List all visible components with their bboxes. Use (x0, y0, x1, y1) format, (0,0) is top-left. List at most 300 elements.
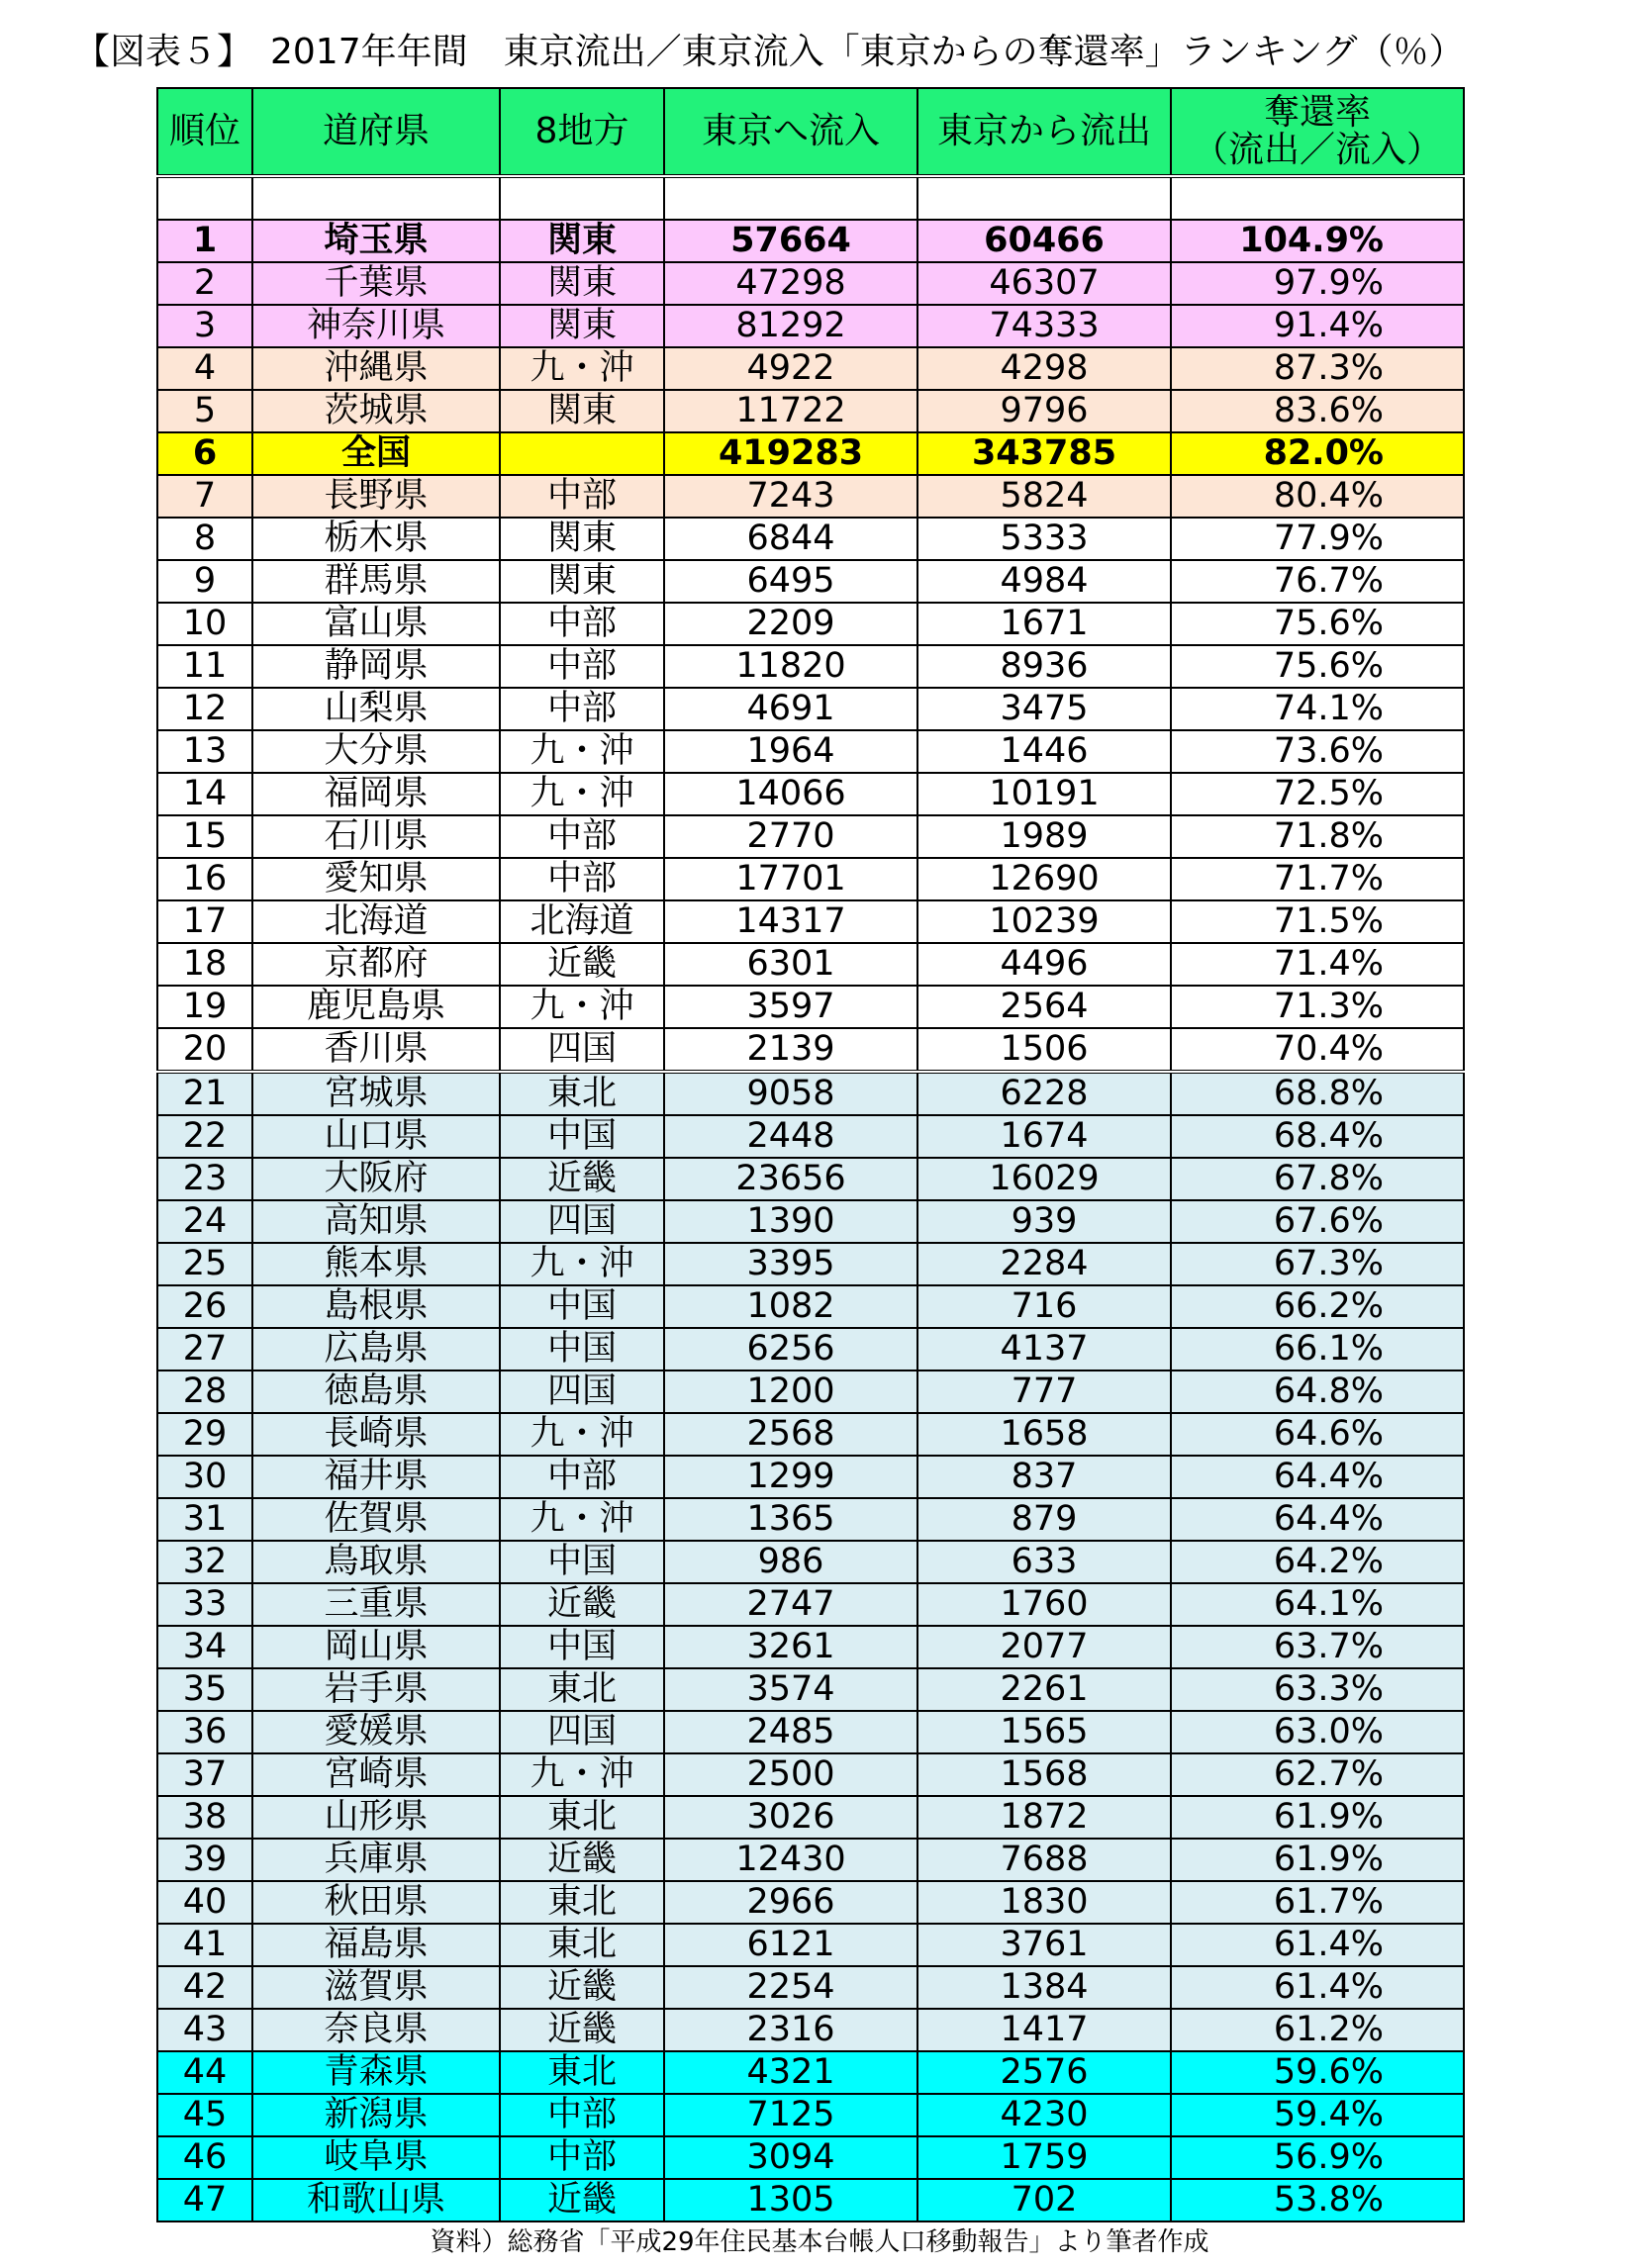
ratio-cell: 71.5% (1171, 900, 1464, 943)
table-row (157, 1541, 1464, 1583)
rank-cell: 8 (157, 518, 252, 560)
ratio-cell: 64.1% (1171, 1583, 1464, 1626)
region-cell: 九・沖 (500, 1413, 664, 1456)
prefecture-cell: 北海道 (252, 900, 500, 943)
prefecture-cell: 広島県 (252, 1328, 500, 1370)
prefecture-cell: 佐賀県 (252, 1498, 500, 1541)
inflow-cell: 23656 (664, 1158, 917, 1200)
inflow-cell: 1082 (664, 1285, 917, 1328)
inflow-cell: 2316 (664, 2009, 917, 2051)
inflow-cell: 6121 (664, 1924, 917, 1966)
inflow-cell: 17701 (664, 858, 917, 900)
ratio-cell: 59.4% (1171, 2094, 1464, 2136)
ratio-cell: 76.7% (1171, 560, 1464, 603)
prefecture-cell: 静岡県 (252, 645, 500, 688)
region-cell: 中国 (500, 1541, 664, 1583)
region-cell: 中部 (500, 858, 664, 900)
rank-cell: 26 (157, 1285, 252, 1328)
outflow-cell: 60466 (917, 220, 1171, 262)
region-cell: 北海道 (500, 900, 664, 943)
inflow-cell: 3026 (664, 1796, 917, 1839)
table-row (157, 1200, 1464, 1243)
ratio-cell: 68.8% (1171, 1072, 1464, 1115)
region-cell: 九・沖 (500, 1498, 664, 1541)
prefecture-cell: 岐阜県 (252, 2136, 500, 2179)
prefecture-cell: 鹿児島県 (252, 986, 500, 1028)
prefecture-cell: 三重県 (252, 1583, 500, 1626)
inflow-cell: 47298 (664, 262, 917, 305)
header-row (157, 88, 1464, 176)
region-cell: 中部 (500, 688, 664, 730)
region-cell: 東北 (500, 1796, 664, 1839)
ratio-cell: 82.0% (1171, 432, 1464, 475)
outflow-cell: 1671 (917, 603, 1171, 645)
ratio-cell: 104.9% (1171, 220, 1464, 262)
region-cell: 近畿 (500, 1583, 664, 1626)
inflow-cell: 9058 (664, 1072, 917, 1115)
ratio-cell: 70.4% (1171, 1028, 1464, 1072)
region-cell: 近畿 (500, 1966, 664, 2009)
table-row (157, 1498, 1464, 1541)
rank-cell: 3 (157, 305, 252, 347)
rank-cell: 43 (157, 2009, 252, 2051)
header-prefecture: 道府県 (252, 88, 500, 176)
outflow-cell: 4496 (917, 943, 1171, 986)
ratio-cell: 71.7% (1171, 858, 1464, 900)
inflow-cell: 11820 (664, 645, 917, 688)
table-row (157, 305, 1464, 347)
table-row (157, 1456, 1464, 1498)
rank-cell: 36 (157, 1711, 252, 1753)
region-cell: 九・沖 (500, 773, 664, 815)
prefecture-cell: 福井県 (252, 1456, 500, 1498)
rank-cell: 6 (157, 432, 252, 475)
rank-cell: 10 (157, 603, 252, 645)
region-cell: 東北 (500, 2051, 664, 2094)
prefecture-cell: 福岡県 (252, 773, 500, 815)
prefecture-cell: 茨城県 (252, 390, 500, 432)
region-cell: 東北 (500, 1924, 664, 1966)
page-title: 【図表５】 2017年年間 東京流出／東京流入「東京からの奪還率」ランキング（％） (74, 32, 1465, 72)
region-cell: 関東 (500, 390, 664, 432)
rank-cell: 42 (157, 1966, 252, 2009)
ratio-cell: 59.6% (1171, 2051, 1464, 2094)
ratio-cell: 87.3% (1171, 347, 1464, 390)
spacer-cell (917, 176, 1171, 220)
table-row (157, 1753, 1464, 1796)
prefecture-cell: 群馬県 (252, 560, 500, 603)
outflow-cell: 12690 (917, 858, 1171, 900)
table-row (157, 943, 1464, 986)
table-row (157, 603, 1464, 645)
table-row (157, 986, 1464, 1028)
table-row (157, 645, 1464, 688)
table-row (157, 1711, 1464, 1753)
ratio-cell: 61.4% (1171, 1966, 1464, 2009)
outflow-cell: 2261 (917, 1668, 1171, 1711)
region-cell: 九・沖 (500, 986, 664, 1028)
rank-cell: 28 (157, 1370, 252, 1413)
ratio-cell: 66.1% (1171, 1328, 1464, 1370)
header-outflow: 東京から流出 (917, 88, 1171, 176)
outflow-cell: 1417 (917, 2009, 1171, 2051)
outflow-cell: 2576 (917, 2051, 1171, 2094)
prefecture-cell: 山口県 (252, 1115, 500, 1158)
prefecture-cell: 石川県 (252, 815, 500, 858)
rank-cell: 16 (157, 858, 252, 900)
region-cell (500, 432, 664, 475)
rank-cell: 9 (157, 560, 252, 603)
table-row (157, 220, 1464, 262)
rank-cell: 41 (157, 1924, 252, 1966)
region-cell: 四国 (500, 1711, 664, 1753)
table-body (157, 176, 1464, 2221)
inflow-cell: 7243 (664, 475, 917, 518)
inflow-cell: 2966 (664, 1881, 917, 1924)
inflow-cell: 6844 (664, 518, 917, 560)
region-cell: 四国 (500, 1200, 664, 1243)
ratio-cell: 73.6% (1171, 730, 1464, 773)
ratio-cell: 63.0% (1171, 1711, 1464, 1753)
prefecture-cell: 沖縄県 (252, 347, 500, 390)
region-cell: 中部 (500, 645, 664, 688)
rank-cell: 4 (157, 347, 252, 390)
table-header (157, 88, 1464, 176)
inflow-cell: 6495 (664, 560, 917, 603)
prefecture-cell: 島根県 (252, 1285, 500, 1328)
region-cell: 中部 (500, 475, 664, 518)
ratio-cell: 80.4% (1171, 475, 1464, 518)
outflow-cell: 1565 (917, 1711, 1171, 1753)
outflow-cell: 10239 (917, 900, 1171, 943)
table-row (157, 390, 1464, 432)
ratio-cell: 61.2% (1171, 2009, 1464, 2051)
inflow-cell: 81292 (664, 305, 917, 347)
ratio-cell: 67.8% (1171, 1158, 1464, 1200)
prefecture-cell: 高知県 (252, 1200, 500, 1243)
prefecture-cell: 愛知県 (252, 858, 500, 900)
table-row (157, 815, 1464, 858)
prefecture-cell: 和歌山県 (252, 2179, 500, 2221)
outflow-cell: 16029 (917, 1158, 1171, 1200)
rank-cell: 24 (157, 1200, 252, 1243)
table-row (157, 773, 1464, 815)
outflow-cell: 702 (917, 2179, 1171, 2221)
rank-cell: 31 (157, 1498, 252, 1541)
region-cell: 四国 (500, 1370, 664, 1413)
table-row (157, 2094, 1464, 2136)
rank-cell: 20 (157, 1028, 252, 1072)
ratio-cell: 61.7% (1171, 1881, 1464, 1924)
outflow-cell: 1872 (917, 1796, 1171, 1839)
spacer-cell (500, 176, 664, 220)
inflow-cell: 11722 (664, 390, 917, 432)
source-note: 資料）総務省「平成29年住民基本台帳人口移動報告」より筆者作成 (430, 2227, 1209, 2257)
prefecture-cell: 富山県 (252, 603, 500, 645)
ratio-cell: 61.9% (1171, 1839, 1464, 1881)
region-cell: 近畿 (500, 1839, 664, 1881)
prefecture-cell: 大阪府 (252, 1158, 500, 1200)
inflow-cell: 2209 (664, 603, 917, 645)
rank-cell: 39 (157, 1839, 252, 1881)
region-cell: 近畿 (500, 1158, 664, 1200)
ratio-cell: 61.9% (1171, 1796, 1464, 1839)
table-row (157, 1839, 1464, 1881)
prefecture-cell: 徳島県 (252, 1370, 500, 1413)
inflow-cell: 3094 (664, 2136, 917, 2179)
ratio-cell: 53.8% (1171, 2179, 1464, 2221)
prefecture-cell: 栃木県 (252, 518, 500, 560)
inflow-cell: 2485 (664, 1711, 917, 1753)
inflow-cell: 6301 (664, 943, 917, 986)
table-row (157, 2051, 1464, 2094)
prefecture-cell: 全国 (252, 432, 500, 475)
rank-cell: 32 (157, 1541, 252, 1583)
outflow-cell: 879 (917, 1498, 1171, 1541)
outflow-cell: 5824 (917, 475, 1171, 518)
prefecture-cell: 千葉県 (252, 262, 500, 305)
inflow-cell: 4321 (664, 2051, 917, 2094)
region-cell: 中国 (500, 1328, 664, 1370)
prefecture-cell: 熊本県 (252, 1243, 500, 1285)
region-cell: 東北 (500, 1668, 664, 1711)
outflow-cell: 1384 (917, 1966, 1171, 2009)
region-cell: 中部 (500, 2136, 664, 2179)
header-rank: 順位 (157, 88, 252, 176)
inflow-cell: 1390 (664, 1200, 917, 1243)
region-cell: 関東 (500, 518, 664, 560)
rank-cell: 45 (157, 2094, 252, 2136)
inflow-cell: 3597 (664, 986, 917, 1028)
outflow-cell: 3761 (917, 1924, 1171, 1966)
inflow-cell: 2747 (664, 1583, 917, 1626)
ratio-cell: 71.8% (1171, 815, 1464, 858)
spacer-cell (157, 176, 252, 220)
outflow-cell: 633 (917, 1541, 1171, 1583)
outflow-cell: 74333 (917, 305, 1171, 347)
inflow-cell: 2770 (664, 815, 917, 858)
ratio-cell: 61.4% (1171, 1924, 1464, 1966)
outflow-cell: 6228 (917, 1072, 1171, 1115)
inflow-cell: 14066 (664, 773, 917, 815)
rank-cell: 18 (157, 943, 252, 986)
outflow-cell: 1568 (917, 1753, 1171, 1796)
rank-cell: 40 (157, 1881, 252, 1924)
spacer-cell (252, 176, 500, 220)
prefecture-cell: 香川県 (252, 1028, 500, 1072)
table-row (157, 1115, 1464, 1158)
table-row (157, 1028, 1464, 1072)
outflow-cell: 9796 (917, 390, 1171, 432)
region-cell: 中部 (500, 2094, 664, 2136)
region-cell: 中国 (500, 1626, 664, 1668)
prefecture-cell: 福島県 (252, 1924, 500, 1966)
outflow-cell: 1759 (917, 2136, 1171, 2179)
prefecture-cell: 長野県 (252, 475, 500, 518)
inflow-cell: 7125 (664, 2094, 917, 2136)
prefecture-cell: 鳥取県 (252, 1541, 500, 1583)
inflow-cell: 3574 (664, 1668, 917, 1711)
inflow-cell: 1200 (664, 1370, 917, 1413)
outflow-cell: 1506 (917, 1028, 1171, 1072)
ratio-cell: 64.6% (1171, 1413, 1464, 1456)
table-row (157, 262, 1464, 305)
ratio-cell: 63.3% (1171, 1668, 1464, 1711)
ratio-cell: 62.7% (1171, 1753, 1464, 1796)
inflow-cell: 57664 (664, 220, 917, 262)
table-row (157, 347, 1464, 390)
inflow-cell: 4691 (664, 688, 917, 730)
region-cell: 九・沖 (500, 1243, 664, 1285)
region-cell: 東北 (500, 1881, 664, 1924)
ratio-cell: 56.9% (1171, 2136, 1464, 2179)
ratio-cell: 71.3% (1171, 986, 1464, 1028)
inflow-cell: 2254 (664, 1966, 917, 2009)
table-row (157, 1072, 1464, 1115)
ratio-cell: 91.4% (1171, 305, 1464, 347)
ratio-cell: 68.4% (1171, 1115, 1464, 1158)
table-row (157, 1668, 1464, 1711)
region-cell: 関東 (500, 305, 664, 347)
rank-cell: 17 (157, 900, 252, 943)
region-cell: 近畿 (500, 943, 664, 986)
table-row (157, 1966, 1464, 2009)
inflow-cell: 2448 (664, 1115, 917, 1158)
table-row (157, 1370, 1464, 1413)
rank-cell: 12 (157, 688, 252, 730)
rank-cell: 19 (157, 986, 252, 1028)
ratio-cell: 63.7% (1171, 1626, 1464, 1668)
region-cell: 中国 (500, 1115, 664, 1158)
inflow-cell: 12430 (664, 1839, 917, 1881)
rank-cell: 35 (157, 1668, 252, 1711)
rank-cell: 44 (157, 2051, 252, 2094)
table-row (157, 1796, 1464, 1839)
prefecture-cell: 愛媛県 (252, 1711, 500, 1753)
region-cell: 中国 (500, 1285, 664, 1328)
rank-cell: 15 (157, 815, 252, 858)
ratio-cell: 75.6% (1171, 603, 1464, 645)
outflow-cell: 46307 (917, 262, 1171, 305)
table-row (157, 2136, 1464, 2179)
table-row (157, 1285, 1464, 1328)
rank-cell: 11 (157, 645, 252, 688)
outflow-cell: 1658 (917, 1413, 1171, 1456)
rank-cell: 14 (157, 773, 252, 815)
inflow-cell: 1365 (664, 1498, 917, 1541)
ratio-cell: 83.6% (1171, 390, 1464, 432)
table-row (157, 1881, 1464, 1924)
outflow-cell: 1674 (917, 1115, 1171, 1158)
table-row (157, 1158, 1464, 1200)
ratio-cell: 67.3% (1171, 1243, 1464, 1285)
inflow-cell: 3261 (664, 1626, 917, 1668)
outflow-cell: 7688 (917, 1839, 1171, 1881)
prefecture-cell: 新潟県 (252, 2094, 500, 2136)
region-cell: 九・沖 (500, 730, 664, 773)
ratio-cell: 66.2% (1171, 1285, 1464, 1328)
region-cell: 関東 (500, 262, 664, 305)
rank-cell: 2 (157, 262, 252, 305)
rank-cell: 38 (157, 1796, 252, 1839)
spacer-cell (664, 176, 917, 220)
inflow-cell: 419283 (664, 432, 917, 475)
table-row (157, 560, 1464, 603)
region-cell: 中部 (500, 815, 664, 858)
table-row (157, 1583, 1464, 1626)
inflow-cell: 986 (664, 1541, 917, 1583)
prefecture-cell: 山梨県 (252, 688, 500, 730)
outflow-cell: 777 (917, 1370, 1171, 1413)
ratio-cell: 64.4% (1171, 1498, 1464, 1541)
rank-cell: 46 (157, 2136, 252, 2179)
prefecture-cell: 埼玉県 (252, 220, 500, 262)
prefecture-cell: 岡山県 (252, 1626, 500, 1668)
ratio-cell: 64.8% (1171, 1370, 1464, 1413)
outflow-cell: 8936 (917, 645, 1171, 688)
ratio-cell: 64.2% (1171, 1541, 1464, 1583)
ranking-table-container (156, 87, 1463, 2222)
outflow-cell: 4137 (917, 1328, 1171, 1370)
prefecture-cell: 大分県 (252, 730, 500, 773)
rank-cell: 37 (157, 1753, 252, 1796)
rank-cell: 13 (157, 730, 252, 773)
rank-cell: 27 (157, 1328, 252, 1370)
inflow-cell: 2568 (664, 1413, 917, 1456)
outflow-cell: 3475 (917, 688, 1171, 730)
outflow-cell: 4984 (917, 560, 1171, 603)
region-cell: 中部 (500, 1456, 664, 1498)
table-row (157, 1413, 1464, 1456)
table-row (157, 900, 1464, 943)
table-row (157, 1924, 1464, 1966)
outflow-cell: 1760 (917, 1583, 1171, 1626)
prefecture-cell: 山形県 (252, 1796, 500, 1839)
outflow-cell: 4230 (917, 2094, 1171, 2136)
table-row (157, 432, 1464, 475)
table-row (157, 688, 1464, 730)
prefecture-cell: 宮城県 (252, 1072, 500, 1115)
region-cell: 関東 (500, 220, 664, 262)
table-row (157, 1243, 1464, 1285)
rank-cell: 1 (157, 220, 252, 262)
table-row (157, 518, 1464, 560)
region-cell: 四国 (500, 1028, 664, 1072)
rank-cell: 34 (157, 1626, 252, 1668)
outflow-cell: 2284 (917, 1243, 1171, 1285)
ratio-cell: 97.9% (1171, 262, 1464, 305)
table-row (157, 2179, 1464, 2221)
outflow-cell: 716 (917, 1285, 1171, 1328)
header-ratio (1171, 88, 1464, 176)
rank-cell: 7 (157, 475, 252, 518)
prefecture-cell: 長崎県 (252, 1413, 500, 1456)
prefecture-cell: 岩手県 (252, 1668, 500, 1711)
table-row (157, 858, 1464, 900)
table-row (157, 2009, 1464, 2051)
rank-cell: 23 (157, 1158, 252, 1200)
rank-cell: 5 (157, 390, 252, 432)
rank-cell: 21 (157, 1072, 252, 1115)
inflow-cell: 1305 (664, 2179, 917, 2221)
prefecture-cell: 奈良県 (252, 2009, 500, 2051)
region-cell: 近畿 (500, 2179, 664, 2221)
prefecture-cell: 青森県 (252, 2051, 500, 2094)
outflow-cell: 939 (917, 1200, 1171, 1243)
ratio-cell: 75.6% (1171, 645, 1464, 688)
ratio-cell: 71.4% (1171, 943, 1464, 986)
header-ratio-line1: 奪還率 (1263, 92, 1371, 133)
